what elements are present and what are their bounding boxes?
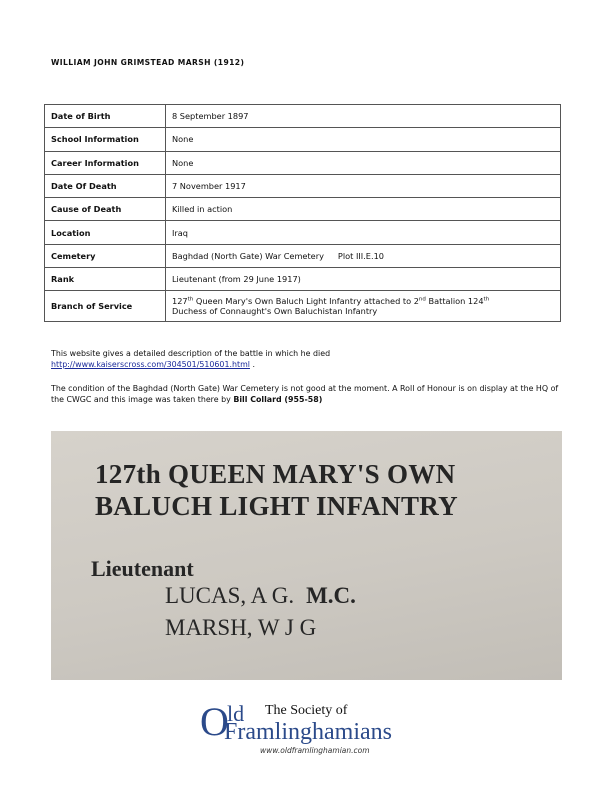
condition-text: The condition of the Baghdad (North Gate) War Cemetery is not good at the moment. A Roll of Honour is on display at the HQ of the CWGC and this image was taken there by bbox=[51, 384, 559, 404]
row-label: Date Of Death bbox=[45, 174, 166, 197]
service-text: Duchess of Connaught's Own Baluchistan Infantry bbox=[172, 306, 378, 317]
row-label: Career Information bbox=[45, 151, 166, 174]
row-label: Cemetery bbox=[45, 244, 166, 267]
photo-rank: Lieutenant bbox=[91, 556, 194, 581]
table-row bbox=[45, 268, 561, 291]
battle-link[interactable]: http://www.kaiserscross.com/304501/510601.html bbox=[51, 359, 250, 369]
row-value: None bbox=[166, 151, 561, 174]
photo-credit: Bill Collard (955-58) bbox=[233, 394, 323, 404]
table-row bbox=[45, 221, 561, 244]
website-paragraph bbox=[51, 349, 561, 370]
row-label: School Information bbox=[45, 128, 166, 151]
table-row bbox=[45, 128, 561, 151]
name-lucas: LUCAS, A G. bbox=[165, 583, 295, 608]
table-row bbox=[45, 151, 561, 174]
row-value bbox=[166, 244, 561, 267]
award-mc: M.C. bbox=[306, 583, 356, 608]
logo-ld: ld bbox=[227, 701, 245, 726]
row-value: None bbox=[166, 128, 561, 151]
roll-of-honour-photo bbox=[51, 431, 562, 680]
table-row bbox=[45, 244, 561, 267]
row-label: Branch of Service bbox=[45, 291, 166, 322]
condition-paragraph bbox=[51, 384, 561, 405]
service-text: Queen Mary's Own Baluch Light Infantry attached to 2 bbox=[193, 296, 419, 307]
cemetery-name: Baghdad (North Gate) War Cemetery bbox=[172, 250, 324, 261]
row-value: 7 November 1917 bbox=[166, 174, 561, 197]
row-value: Lieutenant (from 29 June 1917) bbox=[166, 268, 561, 291]
table-row bbox=[45, 174, 561, 197]
row-value: 8 September 1897 bbox=[166, 105, 561, 128]
table-row bbox=[45, 105, 561, 128]
photo-name-marsh: MARSH, W J G bbox=[165, 615, 317, 640]
ordinal-suffix: th bbox=[483, 296, 490, 303]
row-value: Killed in action bbox=[166, 198, 561, 221]
society-logo bbox=[200, 700, 420, 760]
service-text: 127 bbox=[172, 296, 188, 307]
website-suffix: . bbox=[252, 359, 255, 369]
table-row bbox=[45, 291, 561, 322]
photo-heading-line2: BALUCH LIGHT INFANTRY bbox=[95, 491, 458, 521]
info-table bbox=[44, 104, 561, 322]
website-text: This website gives a detailed description of the battle in which he died bbox=[51, 349, 331, 358]
row-value bbox=[166, 291, 561, 322]
logo-letter-o: O bbox=[200, 699, 229, 744]
row-label: Location bbox=[45, 221, 166, 244]
cemetery-plot: Plot III.E.10 bbox=[337, 250, 384, 261]
table-row bbox=[45, 198, 561, 221]
ordinal-suffix: nd bbox=[418, 296, 426, 303]
logo-framlinghamians: Framlinghamians bbox=[224, 719, 392, 745]
row-label: Cause of Death bbox=[45, 198, 166, 221]
service-text: Battalion 124 bbox=[425, 296, 484, 307]
logo-url: www.oldframlinghamian.com bbox=[260, 746, 370, 755]
photo-name-lucas bbox=[165, 583, 356, 609]
logo-society: The Society of bbox=[265, 703, 348, 718]
row-label: Date of Birth bbox=[45, 105, 166, 128]
photo-heading-line1: 127th QUEEN MARY'S OWN bbox=[95, 459, 456, 489]
row-value: Iraq bbox=[166, 221, 561, 244]
row-label: Rank bbox=[45, 268, 166, 291]
ordinal-suffix: th bbox=[187, 296, 194, 303]
document-title: WILLIAM JOHN GRIMSTEAD MARSH (1912) bbox=[51, 58, 245, 67]
